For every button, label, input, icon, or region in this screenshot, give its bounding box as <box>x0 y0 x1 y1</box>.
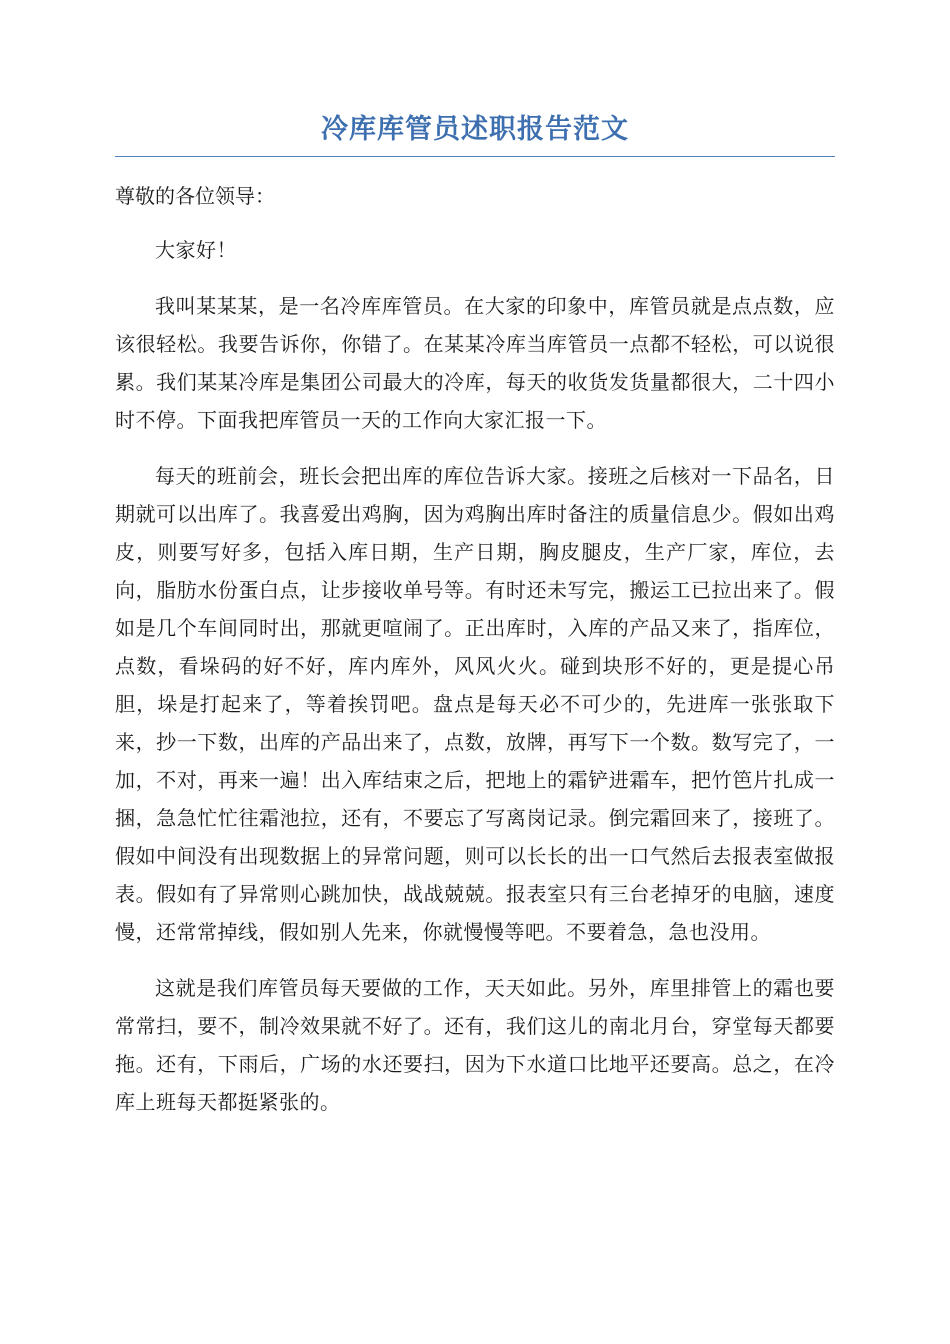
document-page <box>115 110 835 1121</box>
paragraph-daily-work: 每天的班前会，班长会把出库的库位告诉大家。接班之后核对一下品名，日期就可以出库了。我喜爱出鸡胸，因为鸡胸出库时备注的质量信息少。假如出鸡皮，则要写好多，包括入库日期，生产日期，胸皮腿皮，生产厂家，库位，去向，脂肪水份蛋白点，让步接收单号等。有时还未写完，搬运工已拉出来了。假如是几个车间同时出，那就更喧闹了。正出库时，入库的产品又来了，指库位，点数，看垛码的好不好，库内库外，风风火火。碰到块形不好的，更是提心吊胆，垛是打起来了，等着挨罚吧。盘点是每天必不可少的，先进库一张张取下来，抄一下数，出库的产品出来了，点数，放牌，再写下一个数。数写完了，一加，不对，再来一遍！出入库结束之后，把地上的霜铲进霜车，把竹笆片扎成一捆，急急忙忙往霜池拉，还有，不要忘了写离岗记录。倒完霜回来了，接班了。假如中间没有出现数据上的异常问题，则可以长长的出一口气然后去报表室做报表。假如有了异常则心跳加快，战战兢兢。报表室只有三台老掉牙的电脑，速度慢，还常常掉线，假如别人先来，你就慢慢等吧。不要着急，急也没用。 <box>115 464 835 944</box>
document-title: 冷库库管员述职报告范文 <box>321 114 629 145</box>
paragraph-greeting: 大家好！ <box>155 238 237 262</box>
paragraph-introduction: 我叫某某某，是一名冷库库管员。在大家的印象中，库管员就是点点数，应该很轻松。我要告诉你，你错了。在某某冷库当库管员一点都不轻松，可以说很累。我们某某冷库是集团公司最大的冷库，每天的收货发货量都很大，二十四小时不停。下面我把库管员一天的工作向大家汇报一下。 <box>115 294 835 432</box>
paragraph-summary: 这就是我们库管员每天要做的工作，天天如此。另外，库里排管上的霜也要常常扫，要不，制冷效果就不好了。还有，我们这儿的南北月台，穿堂每天都要拖。还有，下雨后，广场的水还要扫，因为下水道口比地平还要高。总之，在冷库上班每天都挺紧张的。 <box>115 976 835 1114</box>
salutation: 尊敬的各位领导： <box>115 184 275 208</box>
title-underline <box>115 156 835 157</box>
